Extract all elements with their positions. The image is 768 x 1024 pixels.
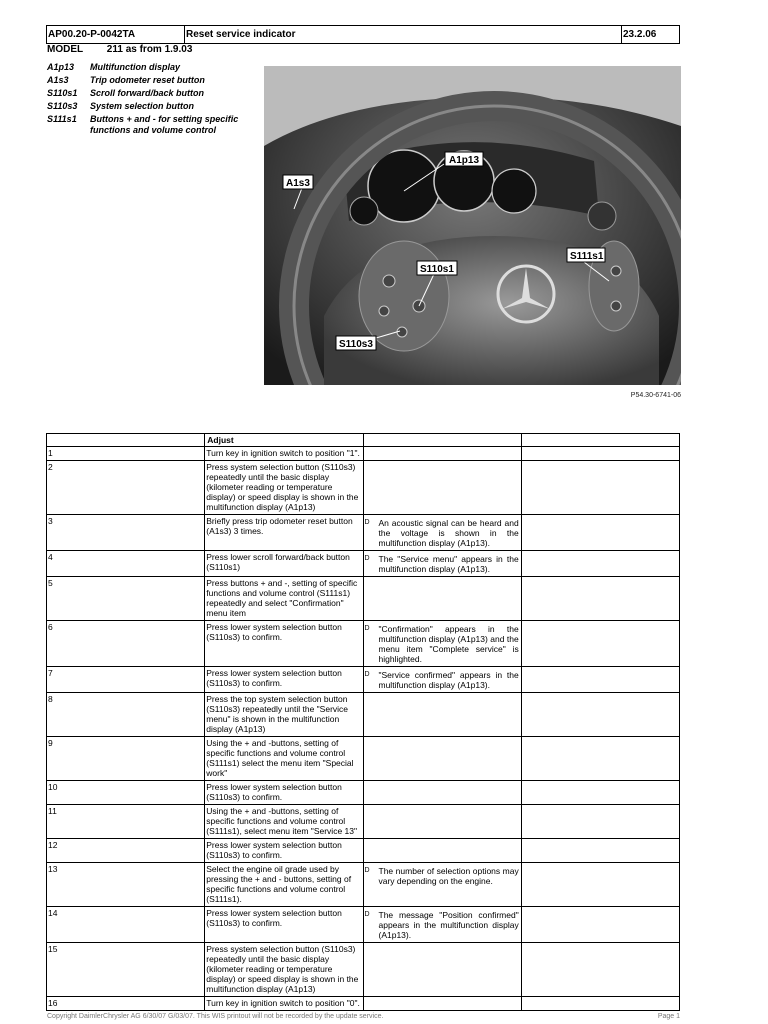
- step-extra: [521, 997, 679, 1011]
- header-cell-adjust: Adjust: [205, 434, 363, 447]
- step-extra: [521, 551, 679, 577]
- step-note: [363, 907, 521, 943]
- plus-button: [611, 266, 621, 276]
- step-action: Press lower system selection button (S110s3) to confirm.: [205, 907, 363, 943]
- step-number: 4: [47, 551, 205, 577]
- legend-code: S110s3: [47, 101, 78, 111]
- step-extra: [521, 447, 679, 461]
- table-row: [47, 863, 680, 907]
- step-note: [363, 551, 521, 577]
- page-footer: [47, 1013, 680, 1020]
- step-number: 5: [47, 577, 205, 621]
- system-selection-button-upper: [379, 306, 389, 316]
- table-row: [47, 781, 680, 805]
- header-cell-number: [47, 434, 205, 447]
- table-row: [47, 997, 680, 1011]
- table-header-row: [47, 434, 680, 447]
- model-line: [47, 44, 192, 55]
- step-action: Turn key in ignition switch to position "1".: [205, 447, 363, 461]
- step-extra: [521, 737, 679, 781]
- step-extra: [521, 781, 679, 805]
- table-row: [47, 515, 680, 551]
- system-selection-button-lower: [397, 327, 407, 337]
- step-extra: [521, 805, 679, 839]
- step-number: 13: [47, 863, 205, 907]
- step-number: 10: [47, 781, 205, 805]
- step-note: [363, 447, 521, 461]
- step-action: Turn key in ignition switch to position "0".: [205, 997, 363, 1011]
- table-row: [47, 805, 680, 839]
- note-content: [365, 908, 519, 940]
- legend-desc: Multifunction display: [90, 62, 180, 72]
- page-number: Page 1: [657, 1013, 680, 1020]
- step-extra: [521, 667, 679, 693]
- legend-code: A1p13: [47, 62, 75, 72]
- model-value: 211 as from 1.9.03: [106, 44, 193, 55]
- callout-a1s3: A1s3: [286, 178, 310, 189]
- step-note: [363, 621, 521, 667]
- legend-code: S111s1: [47, 114, 77, 124]
- note-bullet: D: [364, 625, 370, 632]
- minus-button: [611, 301, 621, 311]
- step-action: Press lower system selection button (S110s3) to confirm.: [205, 781, 363, 805]
- step-extra: [521, 621, 679, 667]
- step-number: 3: [47, 515, 205, 551]
- note-bullet: D: [364, 671, 370, 678]
- step-extra: [521, 943, 679, 997]
- legend-item: [47, 62, 257, 73]
- note-text: The number of selection options may vary depending on the engine.: [378, 866, 519, 886]
- note-bullet: D: [364, 867, 370, 874]
- step-note: [363, 863, 521, 907]
- note-content: [365, 864, 519, 886]
- note-bullet: D: [364, 911, 370, 918]
- legend-code: S110s1: [47, 88, 78, 98]
- note-text: The message "Position confirmed" appears in the multifunction display (A1p13).: [378, 910, 519, 940]
- legend-code: A1s3: [47, 75, 69, 85]
- step-action: Press lower system selection button (S110s3) to confirm.: [205, 839, 363, 863]
- step-extra: [521, 863, 679, 907]
- document-title: Reset service indicator: [185, 26, 622, 43]
- step-number: 6: [47, 621, 205, 667]
- step-action: Briefly press trip odometer reset button (A1s3) 3 times.: [205, 515, 363, 551]
- step-action: Press lower system selection button (S110s3) to confirm.: [205, 667, 363, 693]
- step-note: [363, 693, 521, 737]
- table-row: [47, 693, 680, 737]
- note-bullet: D: [364, 555, 370, 562]
- step-action: Press lower scroll forward/back button (S110s1): [205, 551, 363, 577]
- table-row: [47, 621, 680, 667]
- table-row: [47, 737, 680, 781]
- steering-wheel-illustration: [264, 66, 681, 385]
- scroll-button-upper: [383, 275, 395, 287]
- step-note: [363, 781, 521, 805]
- procedure-table: [46, 433, 680, 1011]
- note-text: "Confirmation" appears in the multifunction display (A1p13) and the menu item "Complete service" is highlighted.: [378, 624, 519, 664]
- step-action: Press the top system selection button (S110s3) repeatedly until the "Service menu" is shown in the multifunction display (A1p13): [205, 693, 363, 737]
- table-row: [47, 943, 680, 997]
- step-action: Using the + and -buttons, setting of specific functions and volume control (S111s1), select menu item "Service 13": [205, 805, 363, 839]
- callout-s110s3: S110s3: [339, 339, 373, 350]
- step-extra: [521, 839, 679, 863]
- header-cell-note: [363, 434, 521, 447]
- step-note: [363, 839, 521, 863]
- step-number: 2: [47, 461, 205, 515]
- table-row: [47, 461, 680, 515]
- procedure-table-body: [47, 447, 680, 1011]
- step-number: 16: [47, 997, 205, 1011]
- step-action: Using the + and -buttons, setting of specific functions and volume control (S111s1) select the menu item "Special work": [205, 737, 363, 781]
- step-number: 8: [47, 693, 205, 737]
- step-extra: [521, 907, 679, 943]
- table-row: [47, 551, 680, 577]
- callout-s111s1: S111s1: [570, 251, 604, 262]
- step-number: 15: [47, 943, 205, 997]
- legend-desc: Trip odometer reset button: [90, 75, 205, 85]
- legend-item: [47, 88, 257, 99]
- step-action: Press buttons + and -, setting of specific functions and volume control (S111s1) repeatedly and select "Confirmation" menu item: [205, 577, 363, 621]
- copyright-notice: Copyright DaimlerChrysler AG 6/30/07 G/03/07. This WIS printout will not be recorded by the update service.: [47, 1013, 384, 1020]
- table-row: [47, 667, 680, 693]
- step-extra: [521, 693, 679, 737]
- step-number: 7: [47, 667, 205, 693]
- legend-desc: System selection button: [90, 101, 195, 111]
- table-row: [47, 577, 680, 621]
- step-number: 11: [47, 805, 205, 839]
- note-bullet: D: [364, 519, 370, 526]
- note-text: An acoustic signal can be heard and the voltage is shown in the multifunction display (A1p13).: [378, 518, 519, 548]
- legend-desc: Buttons + and - for setting specific functions and volume control: [90, 114, 239, 135]
- note-content: [365, 622, 519, 664]
- step-note: [363, 943, 521, 997]
- step-number: 14: [47, 907, 205, 943]
- model-label: MODEL: [47, 44, 84, 55]
- callout-s110s1: S110s1: [420, 264, 454, 275]
- step-action: Press lower system selection button (S110s3) to confirm.: [205, 621, 363, 667]
- header-cell-extra: [521, 434, 679, 447]
- step-number: 1: [47, 447, 205, 461]
- step-number: 12: [47, 839, 205, 863]
- legend-item: [47, 101, 257, 112]
- step-number: 9: [47, 737, 205, 781]
- dashboard-knob: [588, 202, 616, 230]
- table-row: [47, 839, 680, 863]
- document-date: 23.2.06: [623, 29, 657, 40]
- step-note: [363, 577, 521, 621]
- note-content: [365, 516, 519, 548]
- note-content: [365, 552, 519, 574]
- step-note: [363, 461, 521, 515]
- note-content: [365, 668, 519, 690]
- step-note: [363, 737, 521, 781]
- step-action: Press system selection button (S110s3) repeatedly until the basic display (kilometer reading or temperature display) or speed display is shown in the multifunction display (A1p13): [205, 943, 363, 997]
- legend-item: [47, 114, 257, 136]
- note-text: "Service confirmed" appears in the multifunction display (A1p13).: [378, 670, 519, 690]
- temperature-gauge: [350, 197, 378, 225]
- step-action: Select the engine oil grade used by pressing the + and - buttons, setting of specific functions and volume control (S111s1).: [205, 863, 363, 907]
- component-legend: [47, 62, 257, 138]
- step-note: [363, 805, 521, 839]
- legend-item: [47, 75, 257, 86]
- photo-reference: P54.30-6741-06: [630, 392, 681, 399]
- callout-a1p13: A1p13: [449, 155, 480, 166]
- step-note: [363, 997, 521, 1011]
- step-extra: [521, 577, 679, 621]
- step-note: [363, 515, 521, 551]
- fuel-gauge: [492, 169, 536, 213]
- step-extra: [521, 461, 679, 515]
- steering-wheel-photo: [264, 66, 681, 385]
- legend-desc: Scroll forward/back button: [90, 88, 205, 98]
- document-header: [46, 25, 680, 44]
- step-note: [363, 667, 521, 693]
- table-row: [47, 447, 680, 461]
- note-text: The "Service menu" appears in the multifunction display (A1p13).: [378, 554, 519, 574]
- table-row: [47, 907, 680, 943]
- document-id: AP00.20-P-0042TA: [47, 26, 185, 43]
- step-action: Press system selection button (S110s3) repeatedly until the basic display (kilometer reading or temperature display) or speed display is shown in the multifunction display (A1p13): [205, 461, 363, 515]
- step-extra: [521, 515, 679, 551]
